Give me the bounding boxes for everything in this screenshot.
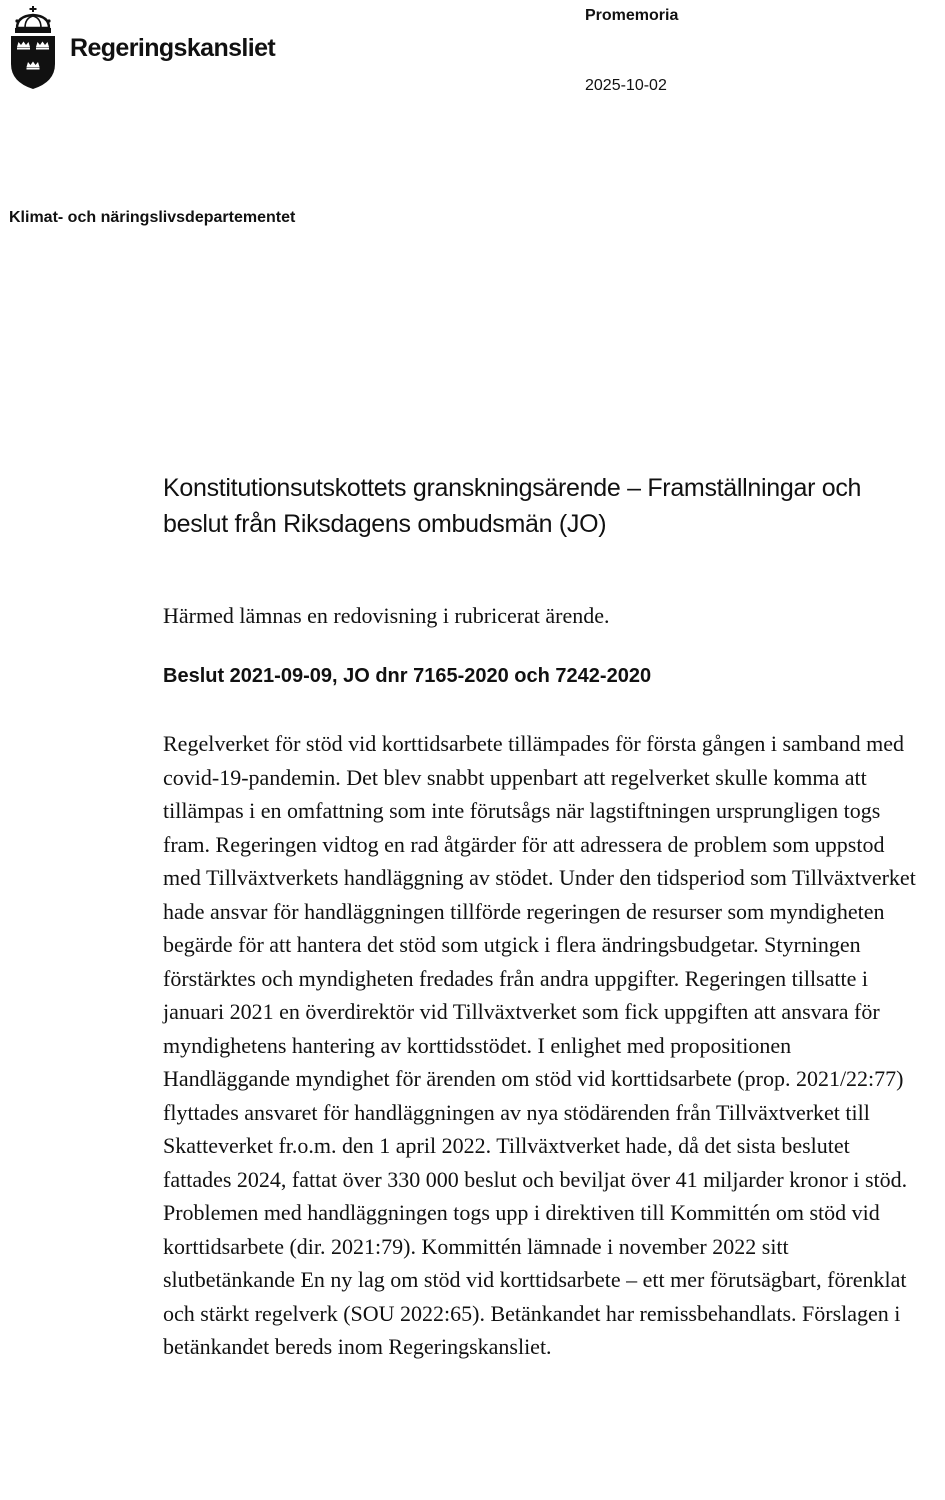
document-type: Promemoria [585,7,679,24]
decision-heading: Beslut 2021-09-09, JO dnr 7165-2020 och 7242-2020 [163,665,652,687]
document-date: 2025-10-02 [585,77,667,94]
government-crest-icon [8,6,58,90]
body-paragraph: Regelverket för stöd vid korttidsarbete tillämpades för första gången i samband med covid-19-pandemin. Det blev snabbt uppenbart att regelverket skulle komma att tillämpas i en omfattning som inte förutsågs när lagstiftningen ursprungligen togs fram. Regeringen vidtog en rad åtgärder för att adressera de problem som uppstod med Tillväxtverkets handläggning av stödet. Under den tidsperiod som Tillväxtverket hade ansvar för handläggningen tillförde regeringen de resurser som myndigheten begärde för att hantera det stöd som utgick i flera ändringsbudgetar. Styrningen förstärktes och myndigheten fredades från andra uppgifter. Regeringen tillsatte i januari 2021 en överdirektör vid Tillväxtverket som fick uppgiften att ansvara för myndighetens hantering av korttidsstödet. I enlighet med propositionen Handläggande myndighet för ärenden om stöd vid korttidsarbete (prop. 2021/22:77) flyttades ansvaret för handläggningen av nya stödärenden från Tillväxtverket till Skatteverket fr.o.m. den 1 april 2022. Tillväxtverket hade, då det sista beslutet fattades 2024, fattat över 330 000 beslut och beviljat över 41 miljarder kronor i stöd. Problemen med handläggningen togs upp i direktiven till Kommittén om stöd vid korttidsarbete (dir. 2021:79). Kommittén lämnade i november 2022 sitt slutbetänkande En ny lag om stöd vid korttidsarbete – ett mer förutsägbart, förenklat och stärkt regelverk (SOU 2022:65). Betänkandet har remissbehandlats. Förslagen i betänkandet bereds inom Regeringskansliet. [163,731,916,1359]
department-name: Klimat- och näringslivsdepartementet [9,209,296,226]
intro-paragraph: Härmed lämnas en redovisning i rubricerat ärende. [163,603,610,628]
document-title: Konstitutionsutskottets granskningsärende – Framställningar och beslut från Riksdagens ombudsmän (JO) [163,474,862,538]
organization-name: Regeringskansliet [70,34,276,62]
